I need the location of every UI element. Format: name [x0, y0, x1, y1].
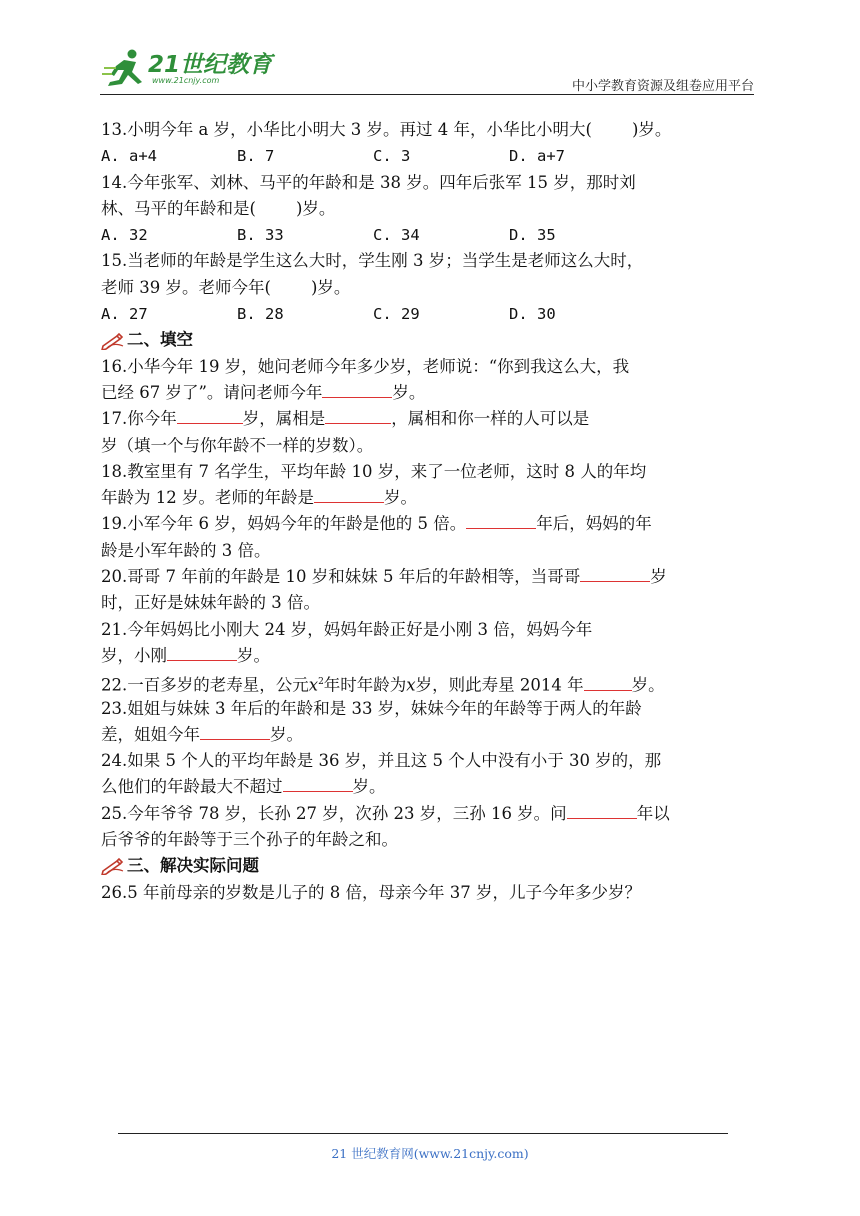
question-20-line1: 20.哥哥 7 年前的年龄是 10 岁和妹妹 5 年后的年龄相等，当哥哥 岁 [101, 564, 781, 590]
option-d[interactable]: D. a+7 [509, 147, 565, 166]
question-13-options [101, 143, 781, 169]
question-20-line2: 时，正好是妹妹年龄的 3 倍。 [101, 593, 320, 613]
option-c[interactable]: C. 29 [373, 305, 420, 324]
option-c[interactable]: C. 3 [373, 147, 411, 166]
question-16-line1: 16.小华今年 19 岁，她问老师今年多少岁，老师说：“你到我这么大，我 [101, 356, 630, 376]
answer-blank[interactable] [283, 774, 353, 792]
answer-blank[interactable] [314, 485, 384, 503]
question-26: 26.5 年前母亲的岁数是儿子的 8 倍，母亲今年 37 岁，儿子今年多少岁？ [101, 882, 641, 902]
question-19-line1: 19.小军今年 6 岁，妈妈今年的年龄是他的 5 倍。 年后，妈妈的年 [101, 511, 781, 537]
question-17-line2: 岁（填一个与你年龄不一样的岁数）。 [101, 435, 374, 455]
question-14-line1: 14.今年张军、刘林、马平的年龄和是 38 岁。四年后张军 15 岁，那时刘 [101, 172, 636, 192]
question-21-line1: 21.今年妈妈比小刚大 24 岁，妈妈年龄正好是小刚 3 倍，妈妈今年 [101, 619, 593, 639]
question-23-line1: 23.姐姐与妹妹 3 年后的年龄和是 33 岁，妹妹今年的年龄等于两人的年龄 [101, 698, 642, 718]
answer-blank[interactable] [325, 406, 391, 424]
question-15-line2: 老师 39 岁。老师今年( )岁。 [101, 277, 351, 297]
question-14-options [101, 222, 781, 248]
question-22: 22.一百多岁的老寿星，公元$x^2$年时年龄为x岁，则此寿星 2014 年 岁。 [101, 669, 781, 695]
logo-url: www.21cnjy.com [152, 76, 220, 85]
option-b[interactable]: B. 7 [237, 147, 275, 166]
option-c[interactable]: C. 34 [373, 226, 420, 245]
answer-blank[interactable] [580, 564, 650, 582]
pencil-icon [101, 332, 125, 350]
option-b[interactable]: B. 28 [237, 305, 284, 324]
page-footer[interactable]: 21 世纪教育网(www.21cnjy.com) [331, 1146, 529, 1161]
answer-blank[interactable] [177, 406, 243, 424]
option-d[interactable]: D. 35 [509, 226, 556, 245]
question-24-line1: 24.如果 5 个人的平均年龄是 36 岁，并且这 5 个人中没有小于 30 岁的，那 [101, 751, 662, 771]
question-19-line2: 龄是小军年龄的 3 倍。 [101, 540, 271, 560]
section-problem-solving-heading: 三、解决实际问题 [101, 853, 781, 879]
option-a[interactable]: A. a+4 [101, 147, 157, 166]
question-14-line2: 林、马平的年龄和是( )岁。 [101, 198, 336, 218]
answer-blank[interactable] [167, 643, 237, 661]
runner-logo-icon [102, 48, 150, 90]
pencil-icon [101, 857, 125, 875]
question-16-line2: 已经 67 岁了”。请问老师今年 岁。 [101, 380, 781, 406]
question-25-line1: 25.今年爷爷 78 岁，长孙 27 岁，次孙 23 岁，三孙 16 岁。问 年以 [101, 801, 781, 827]
answer-blank[interactable] [322, 380, 392, 398]
platform-title: 中小学教育资源及组卷应用平台 [571, 79, 754, 94]
footer-divider [118, 1133, 728, 1134]
page-header [100, 44, 754, 94]
option-a[interactable]: A. 32 [101, 226, 148, 245]
question-15-line1: 15.当老师的年龄是学生这么大时，学生刚 3 岁；当学生是老师这么大时， [101, 251, 644, 271]
question-17-line1: 17.你今年 岁，属相是 ，属相和你一样的人可以是 [101, 406, 781, 432]
question-25-line2: 后爷爷的年龄等于三个孙子的年龄之和。 [101, 830, 398, 850]
question-24-line2: 么他们的年龄最大不超过 岁。 [101, 774, 781, 800]
question-18-line1: 18.教室里有 7 名学生，平均年龄 10 岁，来了一位老师，这时 8 人的年均 [101, 461, 647, 481]
question-content [101, 117, 781, 906]
answer-blank[interactable] [584, 673, 632, 691]
section-fill-blank-heading: 二、填空 [101, 327, 781, 353]
question-15-options [101, 301, 781, 327]
answer-blank[interactable] [466, 511, 536, 529]
logo-text: 21世纪教育 [148, 52, 273, 78]
question-13: 13.小明今年 a 岁，小华比小明大 3 岁。再过 4 年，小华比小明大( )岁。 [101, 120, 672, 139]
answer-blank[interactable] [567, 801, 637, 819]
option-b[interactable]: B. 33 [237, 226, 284, 245]
option-a[interactable]: A. 27 [101, 305, 148, 324]
question-23-line2: 差，姐姐今年 岁。 [101, 722, 781, 748]
answer-blank[interactable] [200, 722, 270, 740]
question-18-line2: 年龄为 12 岁。老师的年龄是 岁。 [101, 485, 781, 511]
header-divider [100, 94, 754, 95]
site-logo[interactable] [100, 44, 280, 92]
option-d[interactable]: D. 30 [509, 305, 556, 324]
question-21-line2: 岁，小刚 岁。 [101, 643, 781, 669]
